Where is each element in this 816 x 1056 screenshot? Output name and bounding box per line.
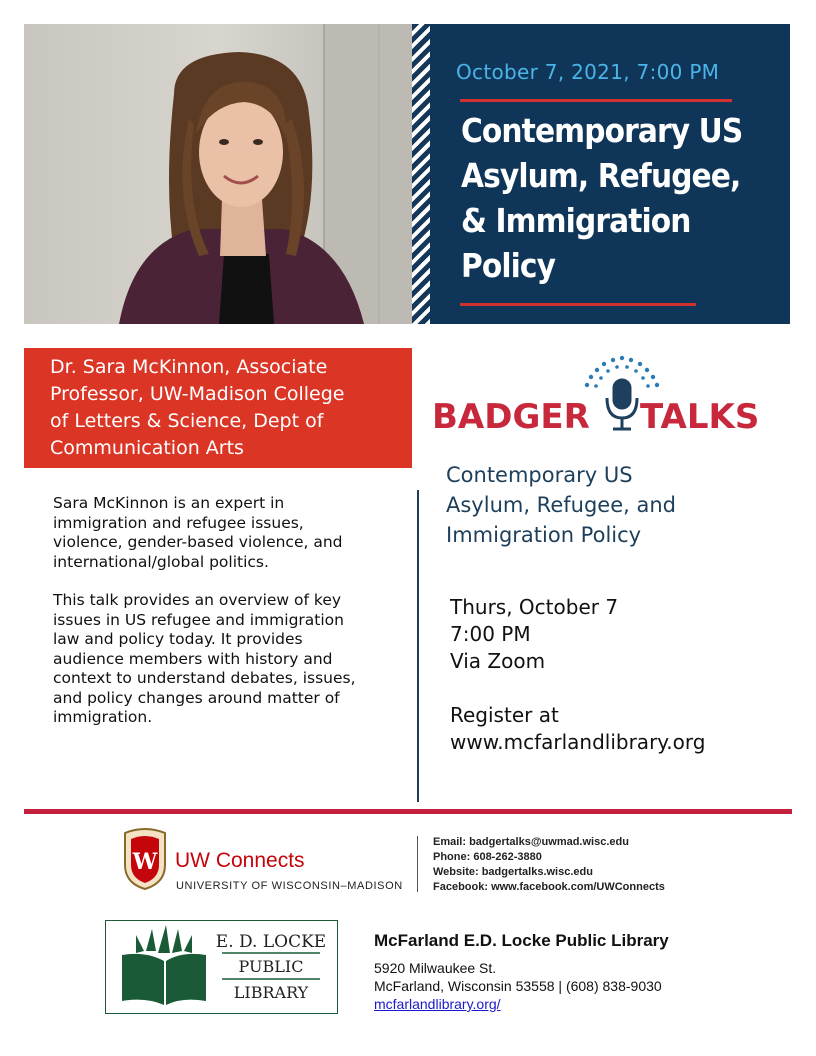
register-label: Register at xyxy=(450,703,559,727)
column-divider xyxy=(417,490,419,802)
talk-title-line: Asylum, Refugee, and xyxy=(446,493,676,517)
talk-venue: Via Zoom xyxy=(450,649,546,673)
title-rule-bottom xyxy=(460,303,696,306)
event-title xyxy=(461,108,749,288)
contact-info xyxy=(433,835,665,895)
title-line: Asylum, Refugee, xyxy=(461,156,741,195)
contact-facebook: Facebook: www.facebook.com/UWConnects xyxy=(433,881,665,893)
speaker-line: Dr. Sara McKinnon, Associate xyxy=(50,356,328,378)
talk-title xyxy=(446,460,766,550)
speaker-bio xyxy=(53,494,373,747)
contact-phone: Phone: 608-262-3880 xyxy=(433,851,542,863)
register-url[interactable]: www.mcfarlandlibrary.org xyxy=(450,730,706,754)
speaker-line: Professor, UW-Madison College xyxy=(50,383,345,405)
contact-email: Email: badgertalks@uwmad.wisc.edu xyxy=(433,836,629,848)
logo-word-talks: TALKS xyxy=(640,397,760,437)
stripe-divider xyxy=(412,24,430,324)
library-name: McFarland E.D. Locke Public Library xyxy=(374,931,669,950)
contact-website: Website: badgertalks.wisc.edu xyxy=(433,866,593,878)
talk-day: Thurs, October 7 xyxy=(450,595,619,619)
title-line: Policy xyxy=(461,246,556,285)
badger-talks-logo xyxy=(432,350,777,440)
open-book-icon xyxy=(122,925,206,1005)
library-link[interactable]: mcfarlandlibrary.org/ xyxy=(374,996,501,1012)
svg-text:W: W xyxy=(132,849,158,875)
bio-paragraph: Sara McKinnon is an expert in immigration and refugee issues, violence, gender-based violence, and international/global politics. xyxy=(53,494,343,571)
locke-library-logo xyxy=(105,920,338,1014)
microphone-icon xyxy=(607,380,637,429)
logo-line: LIBRARY xyxy=(233,983,309,1002)
talk-details xyxy=(450,594,770,756)
library-city-phone: McFarland, Wisconsin 53558 | (608) 838-9030 xyxy=(374,978,662,994)
speaker-line: Communication Arts xyxy=(50,437,244,459)
logo-line: PUBLIC xyxy=(238,957,304,976)
speaker-photo xyxy=(24,24,414,324)
title-rule-top xyxy=(460,99,732,102)
library-address xyxy=(374,959,662,1013)
event-date: October 7, 2021, 7:00 PM xyxy=(456,60,720,84)
uw-connects-name: UW Connects xyxy=(175,849,305,872)
talk-title-line: Immigration Policy xyxy=(446,523,642,547)
bio-paragraph: This talk provides an overview of key issues in US refugee and immigration law and policy today. It provides audience members with history and context to understand debates, issues, and policy changes around matter of immigration. xyxy=(53,591,356,726)
speaker-credentials xyxy=(50,354,400,462)
logo-word-badger: BADGER xyxy=(432,397,590,437)
contact-divider xyxy=(417,836,418,892)
title-line: Contemporary US xyxy=(461,111,743,150)
talk-time: 7:00 PM xyxy=(450,622,531,646)
logo-line: E. D. LOCKE xyxy=(215,932,327,952)
title-line: & Immigration xyxy=(461,201,691,240)
talk-title-line: Contemporary US xyxy=(446,463,633,487)
speaker-line: of Letters & Science, Dept of xyxy=(50,410,324,432)
uw-crest-icon xyxy=(121,827,169,891)
uw-subtitle: UNIVERSITY OF WISCONSIN–MADISON xyxy=(176,880,403,892)
footer-rule xyxy=(24,809,792,814)
library-street: 5920 Milwaukee St. xyxy=(374,960,497,976)
